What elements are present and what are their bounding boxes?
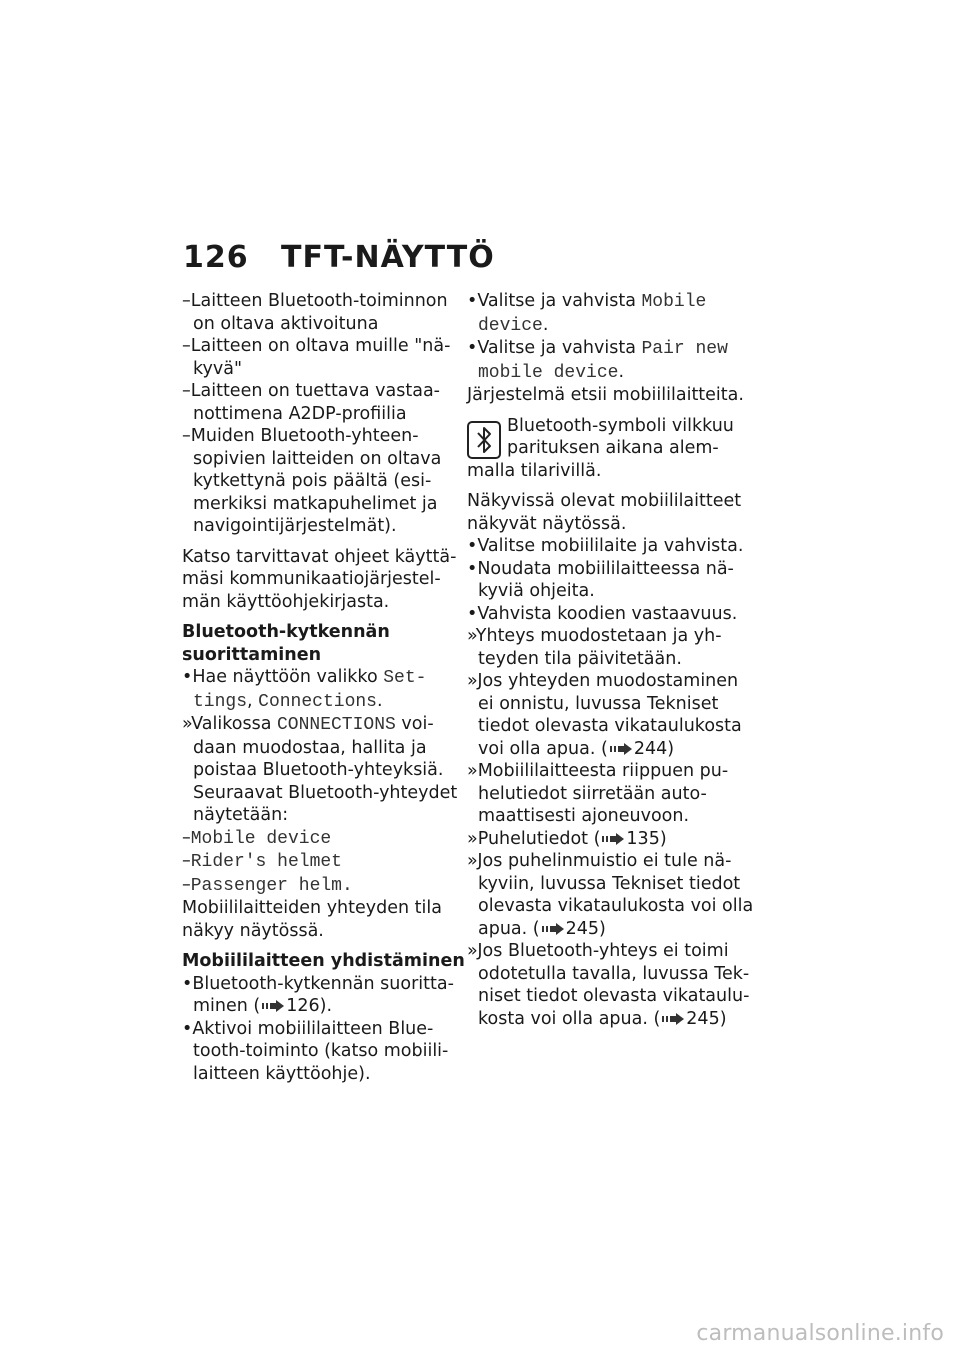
- result-line: »Jos Bluetooth-yhteys ei toimi: [467, 941, 729, 961]
- page-number: 126: [183, 240, 249, 275]
- result-line-cont: helutiedot siirretään auto-: [478, 783, 707, 804]
- paragraph-line: näkyy näytössä.: [182, 920, 324, 941]
- step-line-cont: minen ( 126).: [193, 996, 333, 1016]
- list-item-cont: merkiksi matkapuhelimet ja: [193, 493, 438, 514]
- result-line-cont: Seuraavat Bluetooth-yhteydet: [193, 782, 458, 803]
- bluetooth-note: [467, 415, 742, 483]
- step-line: •Valitse mobiililaite ja vahvista.: [467, 536, 744, 556]
- paragraph-line: män käyttöohjekirjasta.: [182, 591, 390, 612]
- list-item-cont: nottimena A2DP-profiilia: [193, 403, 407, 424]
- note-line: malla tilarivillä.: [467, 460, 602, 481]
- result-line-cont: ei onnistu, luvussa Tekniset: [478, 693, 719, 714]
- result-line: »Mobiililaitteesta riippuen pu-: [467, 761, 729, 781]
- paragraph-line: mäsi kommunikaatiojärjestel-: [182, 569, 441, 589]
- step-line-cont: tings, Connections.: [193, 690, 383, 712]
- list-item-cont: kytkettynä pois päältä (esi-: [193, 471, 432, 491]
- list-item: –Laitteen on tuettava vastaa-: [182, 381, 440, 401]
- list-item-cont: on oltava aktivoituna: [193, 313, 379, 334]
- step-line: •Aktivoi mobiililaitteen Blue-: [182, 1018, 434, 1039]
- section-heading: suorittaminen: [182, 644, 322, 665]
- step-line: •Valitse ja vahvista Pair new: [467, 338, 728, 359]
- page-reference-link[interactable]: 245: [565, 918, 600, 939]
- step-line-cont: kyviä ohjeita.: [478, 581, 595, 601]
- result-line: »Puhelutiedot ( 135): [467, 828, 667, 849]
- page-reference-arrow-icon: [610, 743, 632, 755]
- result-line-cont: kyviin, luvussa Tekniset tiedot: [478, 873, 741, 894]
- result-line-cont: niset tiedot olevasta vikataulu-: [478, 986, 750, 1006]
- result-line-cont: maattisesti ajoneuvoon.: [478, 806, 690, 826]
- step-line-cont: device.: [478, 314, 549, 336]
- connection-item: –Passenger helm.: [182, 874, 353, 896]
- result-line: »Valikossa CONNECTIONS voi-: [182, 714, 434, 735]
- step-line: •Noudata mobiililaitteessa nä-: [467, 558, 734, 579]
- result-line-cont: apua. ( 245): [478, 918, 606, 939]
- page-reference-arrow-icon: [602, 833, 624, 845]
- watermark: carmanualsonline.info: [696, 1321, 944, 1346]
- note-line: Bluetooth-symboli vilkkuu: [507, 415, 734, 436]
- result-line-cont: daan muodostaa, hallita ja: [193, 737, 427, 758]
- list-item: –Laitteen Bluetooth-toiminnon: [182, 291, 448, 311]
- page-reference-arrow-icon: [542, 923, 564, 935]
- page-reference-link[interactable]: 245: [686, 1008, 720, 1029]
- right-column: [467, 290, 754, 1030]
- paragraph-line: näkyvät näytössä.: [467, 513, 627, 534]
- list-item: –Muiden Bluetooth-yhteen-: [182, 426, 419, 446]
- page-reference-arrow-icon: [662, 1013, 684, 1025]
- page-header: [183, 240, 495, 275]
- left-column: [182, 290, 465, 1085]
- result-line: »Jos yhteyden muodostaminen: [467, 671, 739, 691]
- step-line: •Bluetooth-kytkennän suoritta-: [182, 973, 454, 994]
- result-line-cont: kosta voi olla apua. ( 245): [478, 1008, 727, 1029]
- result-line-cont: näytetään:: [193, 805, 289, 825]
- step-line-cont: mobile device.: [478, 361, 625, 383]
- step-line: •Hae näyttöön valikko Set-: [182, 667, 427, 688]
- page-reference-arrow-icon: [262, 1000, 284, 1012]
- list-item-cont: kyvä": [193, 358, 242, 379]
- connection-item: –Rider's helmet: [182, 851, 342, 872]
- list-item-cont: sopivien laitteiden on oltava: [193, 448, 442, 469]
- paragraph-line: Mobiililaitteiden yhteyden tila: [182, 898, 442, 918]
- connection-item: –Mobile device: [182, 827, 332, 849]
- paragraph-line: Näkyvissä olevat mobiililaitteet: [467, 491, 742, 511]
- step-line-cont: tooth-toiminto (katso mobiili-: [193, 1041, 449, 1061]
- paragraph-line: Katso tarvittavat ohjeet käyttä-: [182, 546, 457, 567]
- section-heading: Bluetooth-kytkennän: [182, 622, 390, 642]
- list-item: –Laitteen on oltava muille "nä-: [182, 336, 451, 356]
- step-line: •Valitse ja vahvista Mobile: [467, 291, 707, 312]
- page-reference-link[interactable]: 244: [633, 738, 668, 759]
- note-line: parituksen aikana alem-: [507, 438, 719, 458]
- result-line-cont: odotetulla tavalla, luvussa Tek-: [478, 963, 750, 984]
- result-line-cont: teyden tila päivitetään.: [478, 648, 682, 669]
- result-line: »Yhteys muodostetaan ja yh-: [467, 626, 722, 646]
- paragraph-line: Järjestelmä etsii mobiililaitteita.: [467, 385, 744, 405]
- step-line-cont: laitteen käyttöohje).: [193, 1063, 371, 1084]
- list-item-cont: navigointijärjestelmät).: [193, 516, 397, 536]
- result-line: »Jos puhelinmuistio ei tule nä-: [467, 851, 732, 871]
- page-reference-link[interactable]: 135: [626, 828, 660, 849]
- result-line-cont: tiedot olevasta vikataulukosta: [478, 716, 742, 736]
- result-line-cont: voi olla apua. ( 244): [478, 738, 675, 759]
- step-line: •Vahvista koodien vastaavuus.: [467, 603, 738, 624]
- bluetooth-icon: [467, 421, 501, 459]
- page-title: TFT-NÄYTTÖ: [281, 240, 495, 275]
- section-heading: Mobiililaitteen yhdistäminen: [182, 951, 465, 971]
- page-reference-link[interactable]: 126: [286, 996, 320, 1016]
- result-line-cont: poistaa Bluetooth-yhteyksiä.: [193, 760, 444, 780]
- result-line-cont: olevasta vikataulukosta voi olla: [478, 896, 754, 916]
